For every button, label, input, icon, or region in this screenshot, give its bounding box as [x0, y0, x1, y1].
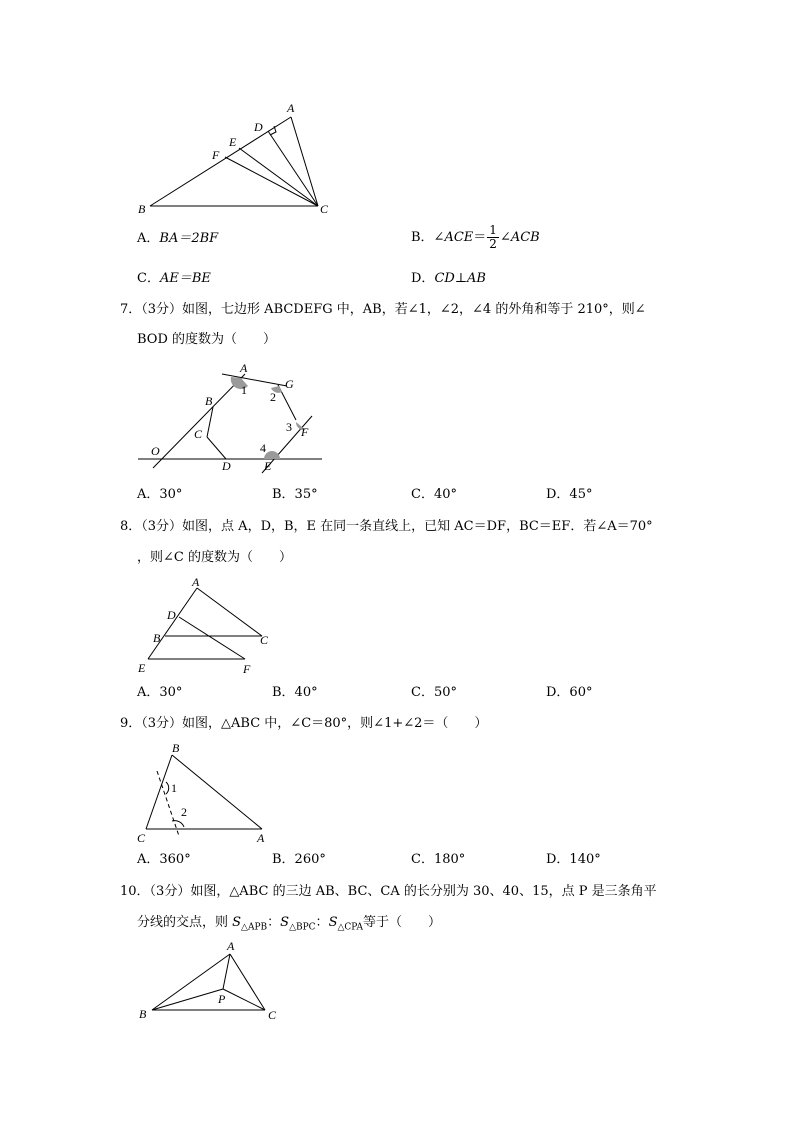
q6-label-F: F: [212, 148, 220, 162]
q7-label-O: O: [151, 444, 160, 458]
q6-option-d-math: CD⊥AB: [434, 271, 486, 286]
q6-label-C: C: [320, 202, 329, 216]
q7-label-G: G: [285, 377, 294, 391]
q7-label-C: C: [194, 427, 203, 441]
q6-fraction-denominator: 2: [489, 237, 497, 251]
q6-option-a-math: BA＝2BF: [159, 231, 219, 246]
q6-label-E: E: [229, 135, 237, 149]
q10-label-C: C: [268, 1008, 277, 1022]
q8-label-B: B: [153, 631, 161, 645]
q8-option-c: C．50°: [411, 685, 457, 700]
q7-option-b: B．35°: [272, 487, 318, 502]
q8-label-C: C: [260, 633, 269, 647]
q7-option-d: D．45°: [546, 487, 593, 502]
q6-option-c-math: AE＝BE: [159, 271, 211, 286]
q10-area-sub-1: △APB: [241, 922, 268, 933]
q7-option-c: C．40°: [411, 487, 457, 502]
q7-angle-2: 2: [270, 390, 276, 404]
q6-option-b-math2: ∠ACB: [499, 230, 540, 245]
q6-label-A: A: [287, 101, 295, 115]
q6-fraction-numerator: 1: [489, 223, 497, 237]
q10-area-sub-3: △CPA: [337, 922, 364, 933]
q8-label-D: D: [167, 608, 176, 622]
q10-stem-line1: 10．（3分）如图，△ABC 的三边 AB、BC、CA 的长分别为 30、40、15，点 P 是三条角平: [120, 884, 657, 899]
q7-stem-line1: 7．（3分）如图，七边形 ABCDEFG 中，AB，若∠1，∠2，∠4 的外角和等于 210°，则∠: [120, 302, 646, 317]
q10-sep-2: ：: [315, 915, 329, 930]
q9-angle-1: 1: [171, 781, 177, 795]
q9-option-c: C．180°: [411, 852, 466, 867]
q10-area-symbol-2: S: [280, 915, 290, 930]
q6-label-B: B: [138, 202, 146, 216]
q7-label-F: F: [301, 425, 309, 439]
q9-label-A: A: [257, 831, 265, 845]
q7-stem-line2: BOD 的度数为（ ）: [137, 332, 277, 347]
q8-stem-line1: 8．（3分）如图，点 A，D，B，E 在同一条直线上，已知 AC＝DF，BC＝EF．若∠A＝70°: [120, 519, 653, 534]
q7-label-A: A: [240, 361, 248, 375]
q7-angle-3: 3: [286, 420, 292, 434]
q10-area-sub-2: △BPC: [289, 922, 316, 933]
q9-stem-line1: 9．（3分）如图，△ABC 中，∠C＝80°，则∠1+∠2＝（ ）: [120, 716, 488, 731]
q7-angle-4: 4: [260, 441, 266, 455]
q10-stem-line2-post: 等于（ ）: [363, 915, 442, 930]
q8-option-a: A．30°: [137, 685, 183, 700]
q8-label-F: F: [243, 662, 251, 676]
q6-option-b-eq: ＝: [473, 230, 487, 245]
q9-option-d: D．140°: [546, 852, 601, 867]
q10-area-symbol-1: S: [232, 915, 242, 930]
q8-option-b: B．40°: [272, 685, 318, 700]
q6-option-a-prefix: A．: [137, 231, 160, 246]
q7-label-B: B: [205, 394, 213, 408]
q7-angle-1: 1: [241, 383, 247, 397]
q7-option-a: A．30°: [137, 487, 183, 502]
q6-option-b-prefix: B．∠: [411, 230, 445, 245]
q10-area-symbol-3: S: [328, 915, 338, 930]
q8-stem-line2: ，则∠C 的度数为（ ）: [137, 550, 292, 565]
q7-label-E: E: [264, 459, 272, 473]
q9-option-a: A．360°: [137, 852, 191, 867]
q7-label-D: D: [222, 459, 231, 473]
q6-label-D: D: [254, 120, 263, 134]
q10-stem-line2-pre: 分线的交点，则: [137, 915, 233, 930]
q9-option-b: B．260°: [272, 852, 326, 867]
q9-angle-2: 2: [181, 805, 187, 819]
q10-label-P: P: [218, 992, 226, 1006]
q9-label-C: C: [137, 831, 146, 845]
q10-sep-1: ：: [267, 915, 281, 930]
q6-option-b-math1: ACE: [444, 230, 474, 245]
q9-label-B: B: [172, 741, 180, 755]
q10-label-B: B: [139, 1007, 147, 1021]
q8-label-A: A: [192, 575, 200, 589]
q8-label-E: E: [138, 661, 146, 675]
q6-option-c-prefix: C．: [137, 271, 160, 286]
q10-label-A: A: [227, 939, 235, 953]
q6-option-d-prefix: D．: [411, 271, 435, 286]
q8-option-d: D．60°: [546, 685, 593, 700]
